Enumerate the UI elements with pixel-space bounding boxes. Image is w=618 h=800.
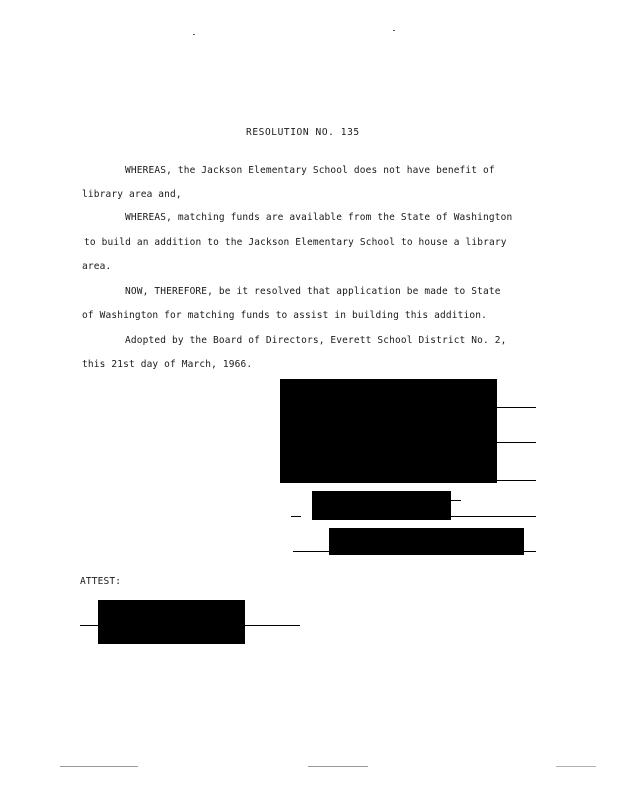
signature-line-3 <box>497 480 536 481</box>
signature-line-5 <box>451 500 461 501</box>
redacted-signature-block-small <box>329 528 524 555</box>
scan-artifact-bottom-right <box>556 766 596 767</box>
scan-speck <box>393 30 395 31</box>
attest-signature-line-right <box>245 625 300 626</box>
scan-speck <box>193 34 195 35</box>
redacted-signature-block-medium <box>312 491 451 520</box>
signature-line-4 <box>291 516 301 517</box>
attest-signature-line-left <box>80 625 98 626</box>
paragraph-3-line-2: of Washington for matching funds to assist in building this addition. <box>82 310 487 321</box>
signature-line-7 <box>293 551 329 552</box>
signature-line-1 <box>497 407 536 408</box>
signature-line-6 <box>451 516 536 517</box>
redacted-attest-signature <box>98 600 245 644</box>
redacted-signature-block-large <box>280 379 497 483</box>
scan-artifact-bottom-left <box>60 766 138 767</box>
paragraph-2-line-3: area. <box>82 261 112 272</box>
scan-artifact-bottom-center <box>308 766 368 767</box>
paragraph-1-line-2: library area and, <box>82 189 182 200</box>
attest-label: ATTEST: <box>80 576 122 587</box>
paragraph-4-line-1: Adopted by the Board of Directors, Everett School District No. 2, <box>125 335 507 346</box>
resolution-title: RESOLUTION NO. 135 <box>246 127 360 138</box>
paragraph-2-line-1: WHEREAS, matching funds are available from the State of Washington <box>125 212 513 223</box>
signature-line-8 <box>524 551 536 552</box>
paragraph-4-line-2: this 21st day of March, 1966. <box>82 359 253 370</box>
paragraph-2-line-2: to build an addition to the Jackson Elementary School to house a library <box>84 237 507 248</box>
signature-line-2 <box>497 442 536 443</box>
paragraph-1-line-1: WHEREAS, the Jackson Elementary School does not have benefit of <box>125 165 495 176</box>
paragraph-3-line-1: NOW, THEREFORE, be it resolved that application be made to State <box>125 286 501 297</box>
